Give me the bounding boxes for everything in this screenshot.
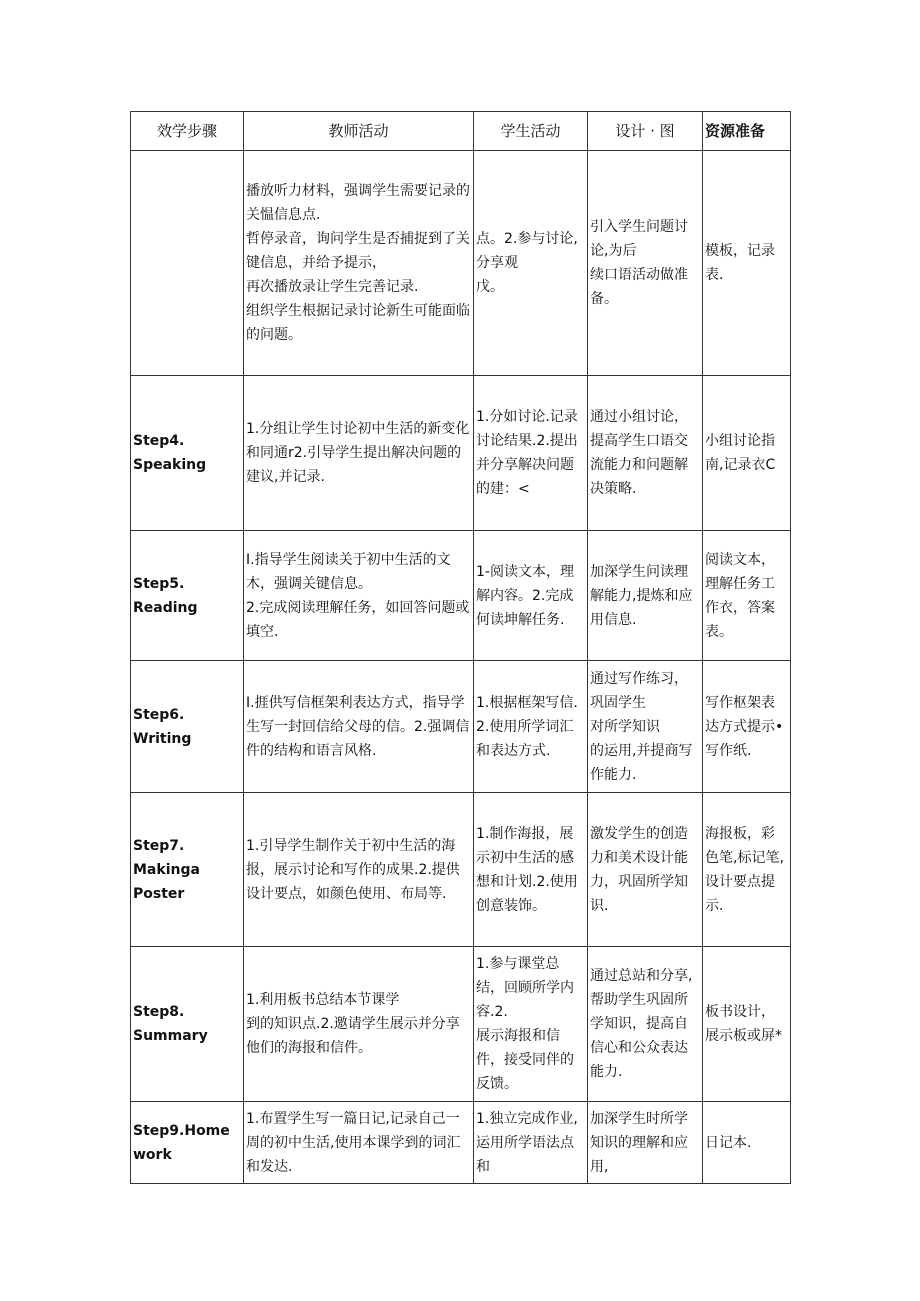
- step-cell: Step5. Reading: [131, 531, 244, 661]
- design-cell: 加深学生问读理解能力,提炼和应用信息.: [588, 531, 703, 661]
- step-cell: Step8. Summary: [131, 947, 244, 1102]
- design-cell: 引入学生问题讨论,为后 续口语活动做准备。: [588, 151, 703, 376]
- resource-cell: 阅读文本，理解任务工作衣，答案表。: [703, 531, 791, 661]
- table-row: [131, 661, 791, 793]
- resource-cell: 板书设计，展示板或屏*: [703, 947, 791, 1102]
- step-cell: [131, 151, 244, 376]
- resource-cell: 日记本.: [703, 1102, 791, 1184]
- design-cell: 加深学生时所学知识的理解和应用,: [588, 1102, 703, 1184]
- table-row: [131, 151, 791, 376]
- table-row: [131, 376, 791, 531]
- teacher-cell: 播放听力材料，强调学生需要记录的关愠信息点. 哲停录音，询问学生是否捕捉到了关键信息，并给予提示， 再次播放录让学生完善记录. 组织学生根据记录讨论新生可能面临的问题。: [244, 151, 474, 376]
- resource-cell: 写作枢架表达方式提示•写作纸.: [703, 661, 791, 793]
- resource-cell: 海报板，彩色笔,标记笔,设计要点提示.: [703, 793, 791, 947]
- student-cell: 1.参与课堂总结，回顾所学内容.2. 展示海报和信件，接受同伴的反馈。: [474, 947, 588, 1102]
- student-cell: 1.独立完成作业,运用所学语法点和: [474, 1102, 588, 1184]
- teacher-cell: 1.布置学生写一篇日记,记录自己一周的初中生活,使用本课学到的词汇和发达.: [244, 1102, 474, 1184]
- table-row: [131, 793, 791, 947]
- resource-cell: 模板，记录表.: [703, 151, 791, 376]
- step-cell: Step9.Homework: [131, 1102, 244, 1184]
- design-cell: 通过总站和分享,帮助学生巩固所学知识，提高自信心和公众表达能力.: [588, 947, 703, 1102]
- teacher-cell: I.捱供写信框架利表达方式，指导学生写一封回信给父母的信。2.强调信件的结构和语言风格.: [244, 661, 474, 793]
- student-cell: 1-阅读文本，理解内容。2.完成何读坤解任务.: [474, 531, 588, 661]
- table-row: [131, 531, 791, 661]
- student-cell: 1.分如讨论.记录讨论结果.2.提出并分享解决问题的建：<: [474, 376, 588, 531]
- design-cell: 通过写作练习， 巩固学生 对所学知识 的运用,并提商写作能力.: [588, 661, 703, 793]
- header-teacher: 教师活动: [244, 112, 474, 151]
- resource-cell: 小组讨论指南,记录衣C: [703, 376, 791, 531]
- design-cell: 通过小组讨论，提高学生口语交流能力和问题解决策略.: [588, 376, 703, 531]
- header-resource: 资源准备: [703, 112, 791, 151]
- header-step: 效学步骤: [131, 112, 244, 151]
- teacher-cell: 1.分组让学生讨论初中生活的新变化和同通r2.引导学生提出解决问题的建议,并记录.: [244, 376, 474, 531]
- student-cell: 1.根据框架写信.2.使用所学词汇和表达方式.: [474, 661, 588, 793]
- lesson-plan-table: [130, 111, 791, 1184]
- header-row: [131, 112, 791, 151]
- teacher-cell: 1.利用板书总结本节课学 到的知识点.2.邀请学生展示并分享他们的海报和信件。: [244, 947, 474, 1102]
- header-student: 学生活动: [474, 112, 588, 151]
- table-row: [131, 947, 791, 1102]
- step-cell: Step4. Speaking: [131, 376, 244, 531]
- step-cell: Step7. Makinga Poster: [131, 793, 244, 947]
- teacher-cell: 1.引导学生制作关于初中生活的海报，展示讨论和写作的成果.2.提供设计要点，如颜色使用、布局等.: [244, 793, 474, 947]
- student-cell: 1.制作海报，展示初中生活的感想和计划.2.使用创意装饰。: [474, 793, 588, 947]
- design-cell: 激发学生的创造力和美术设计能力，巩固所学知识.: [588, 793, 703, 947]
- table-row: [131, 1102, 791, 1184]
- student-cell: 点。2.参与讨论,分享观 戊。: [474, 151, 588, 376]
- step-cell: Step6. Writing: [131, 661, 244, 793]
- teacher-cell: I.指导学生阅读关于初中生活的文木，强调关键信息。 2.完成阅读理解任务，如回答问题或填空.: [244, 531, 474, 661]
- header-design: 设计 · 图: [588, 112, 703, 151]
